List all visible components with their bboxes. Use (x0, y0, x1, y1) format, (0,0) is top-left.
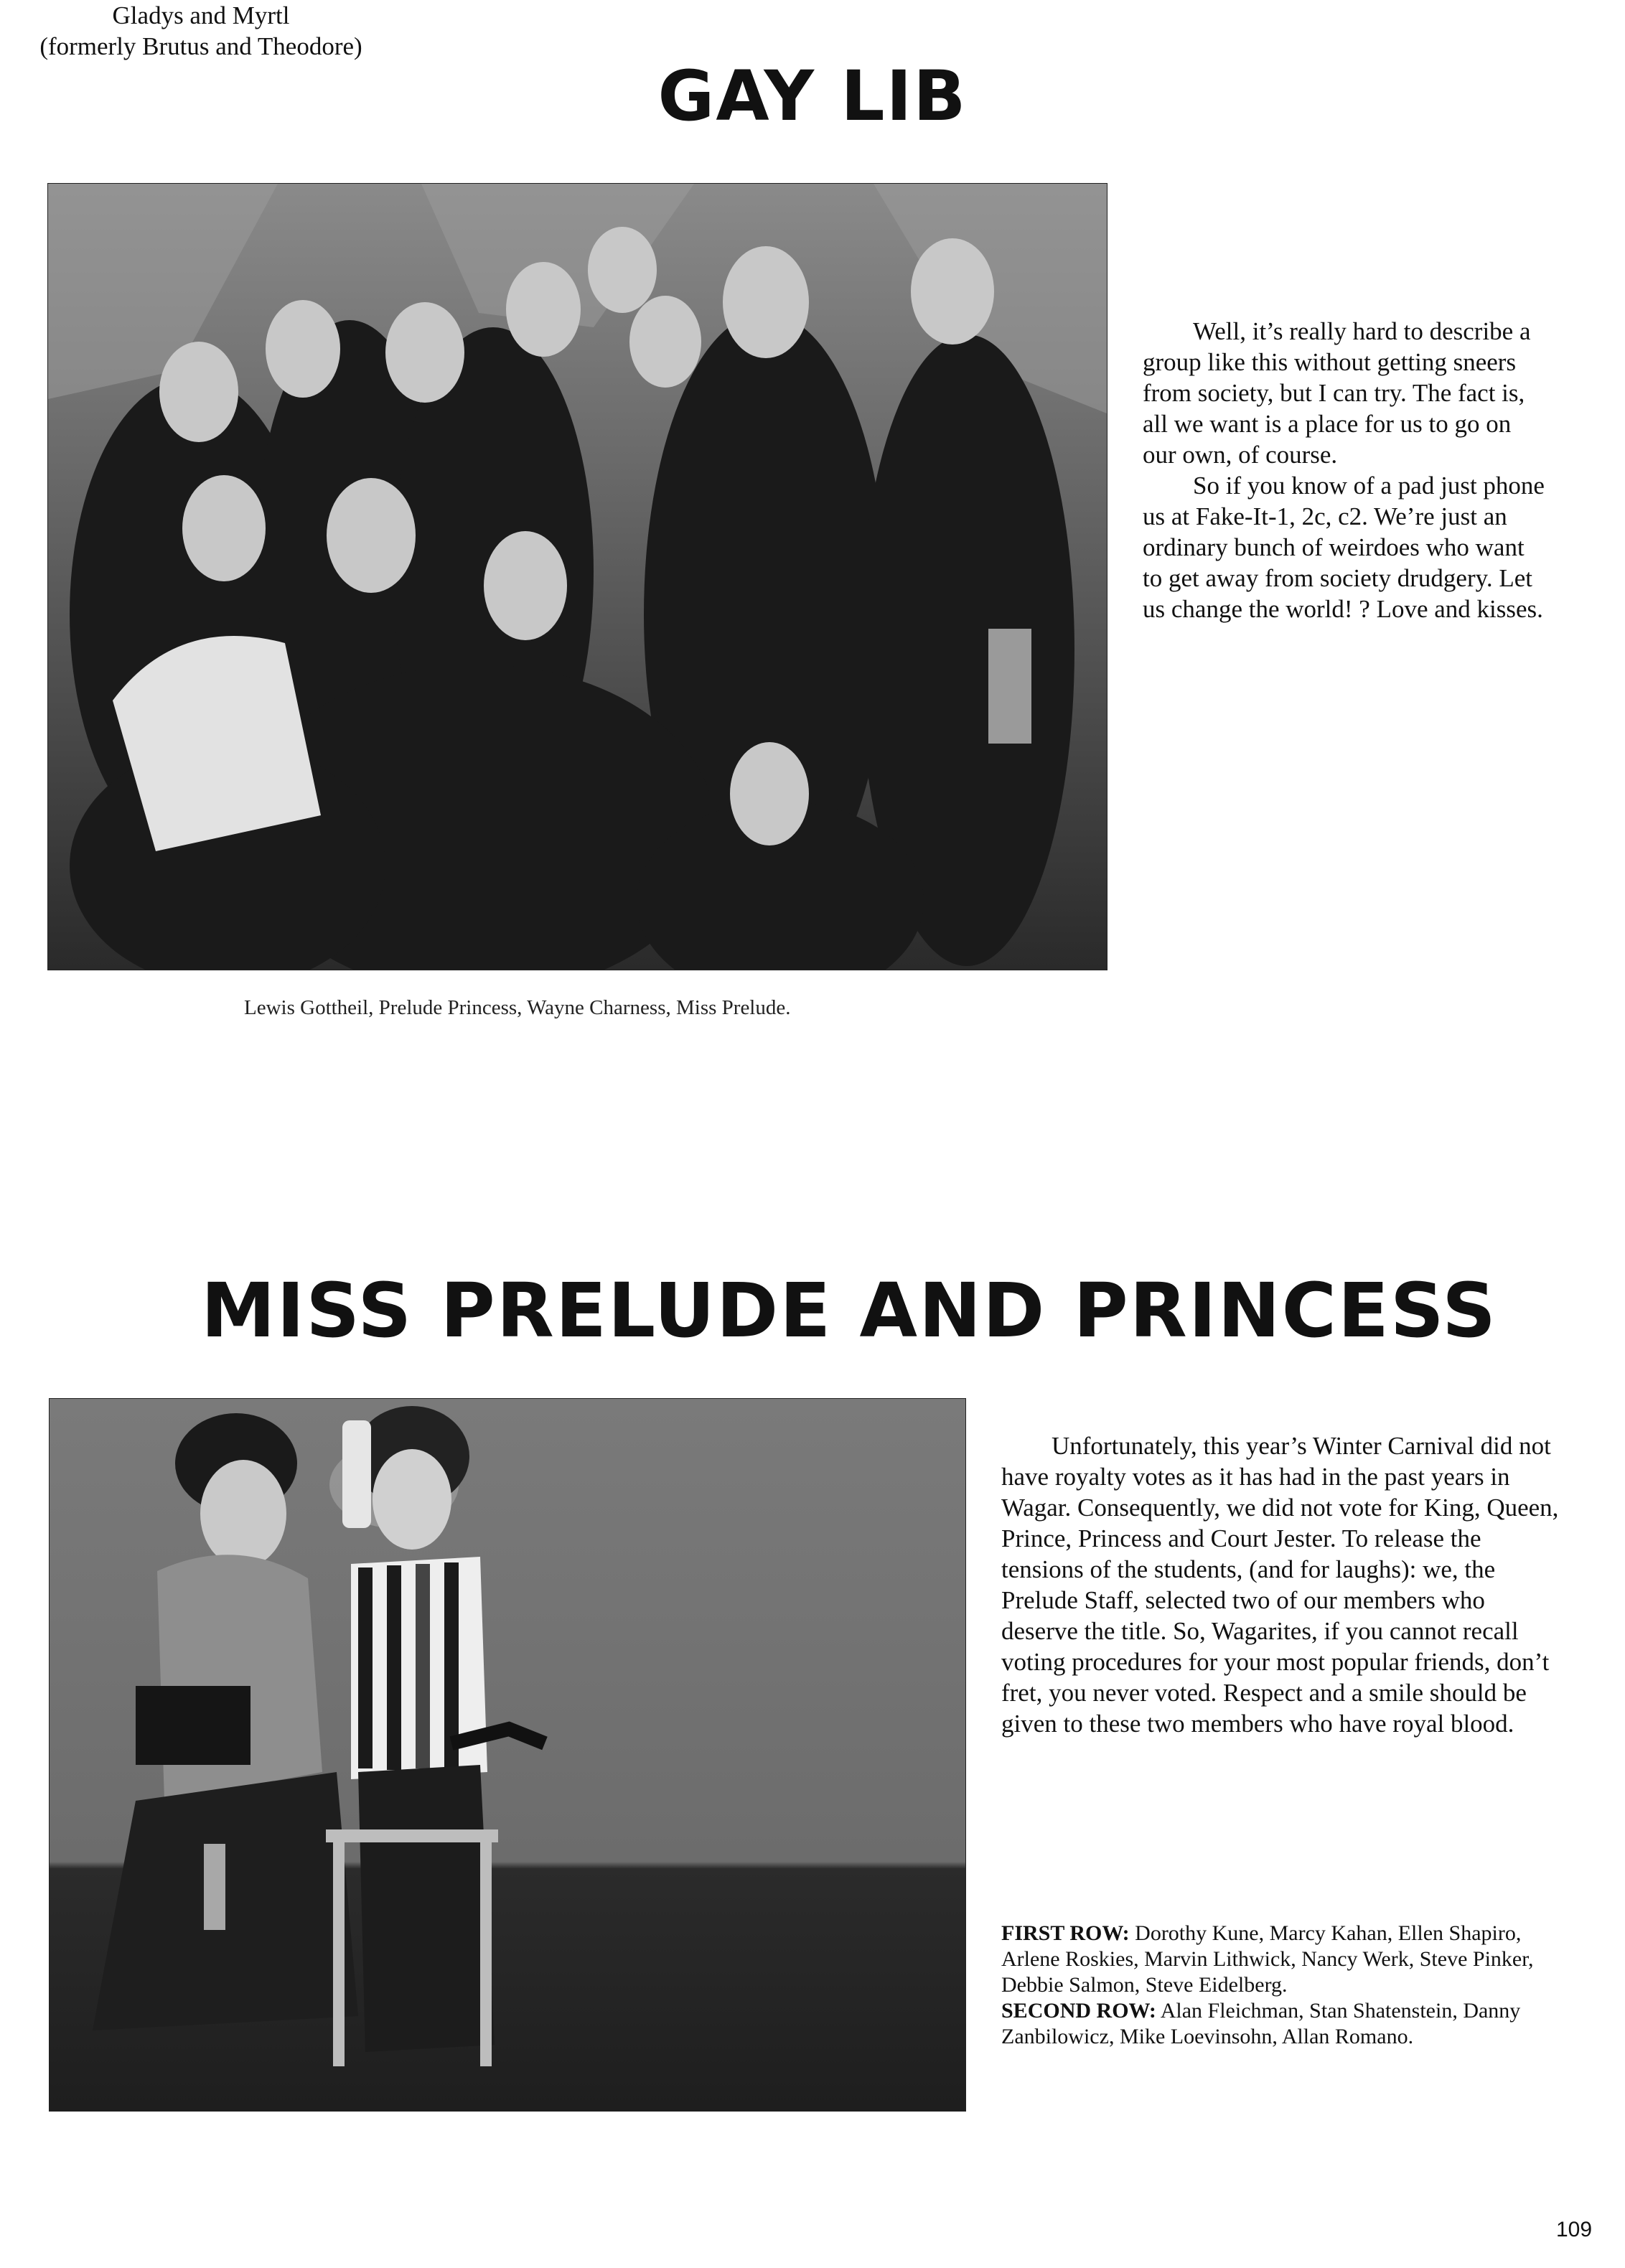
group-photo-image (48, 184, 1107, 970)
second-row-label: SECOND ROW: (1001, 1999, 1156, 2023)
miss-prelude-heading: MISS PRELUDE AND PRINCESS (201, 1267, 1498, 1354)
miss-prelude-body-text (1001, 1430, 1561, 1739)
miss-prelude-paragraph: Unfortunately, this year’s Winter Carnival did not have royalty votes as it has had in the past years in Wagar. Consequently, we did not vote for King, Queen, Prince, Princess and Court Jester. To release the tensions of the students, (and for laughs): we, the Prelude Staff, selected two of our members who deserve the title. So, Wagarites, if you cannot recall voting procedures for your most popular friends, don’t fret, you never voted. Respect and a smile should be given to these two members who have royal blood. (1001, 1432, 1559, 1738)
second-row-names: Alan Fleichman, Stan Shatenstein, Danny Zanbilowicz, Mike Loevinsohn, Allan Romano. (1001, 1999, 1521, 2048)
group-photo (47, 183, 1107, 970)
page-number: 109 (1556, 2218, 1593, 2241)
signature-line-1: Gladys and Myrtl (112, 1, 290, 29)
gay-lib-signature (0, 0, 402, 62)
first-row-names: Dorothy Kune, Marcy Kahan, Ellen Shapiro, Arlene Roskies, Marvin Lithwick, Nancy Werk, Steve Pinker, Debbie Salmon, Steve Eidelberg. (1001, 1921, 1534, 1997)
gay-lib-body-text (1143, 316, 1545, 624)
miss-prelude-photo (49, 1398, 966, 2112)
gay-lib-heading: GAY LIB (657, 56, 968, 136)
signature-line-2: (formerly Brutus and Theodore) (39, 32, 362, 60)
miss-prelude-photo-image (50, 1399, 965, 2111)
first-row-label: FIRST ROW: (1001, 1921, 1130, 1945)
gay-lib-paragraph-1: Well, it’s really hard to describe a group like this without getting sneers from society, but I can try. The fact is, all we want is a place for us to go on our own, of course. (1143, 317, 1531, 469)
group-photo-caption: Lewis Gottheil, Prelude Princess, Wayne Charness, Miss Prelude. (244, 996, 791, 1019)
staff-rows-caption (1001, 1921, 1561, 2050)
gay-lib-paragraph-2: So if you know of a pad just phone us at Fake-It-1, 2c, c2. We’re just an ordinary bunch of weirdoes who want to get away from society drudgery. Let us change the world! ? Love and kisses. (1143, 472, 1545, 623)
